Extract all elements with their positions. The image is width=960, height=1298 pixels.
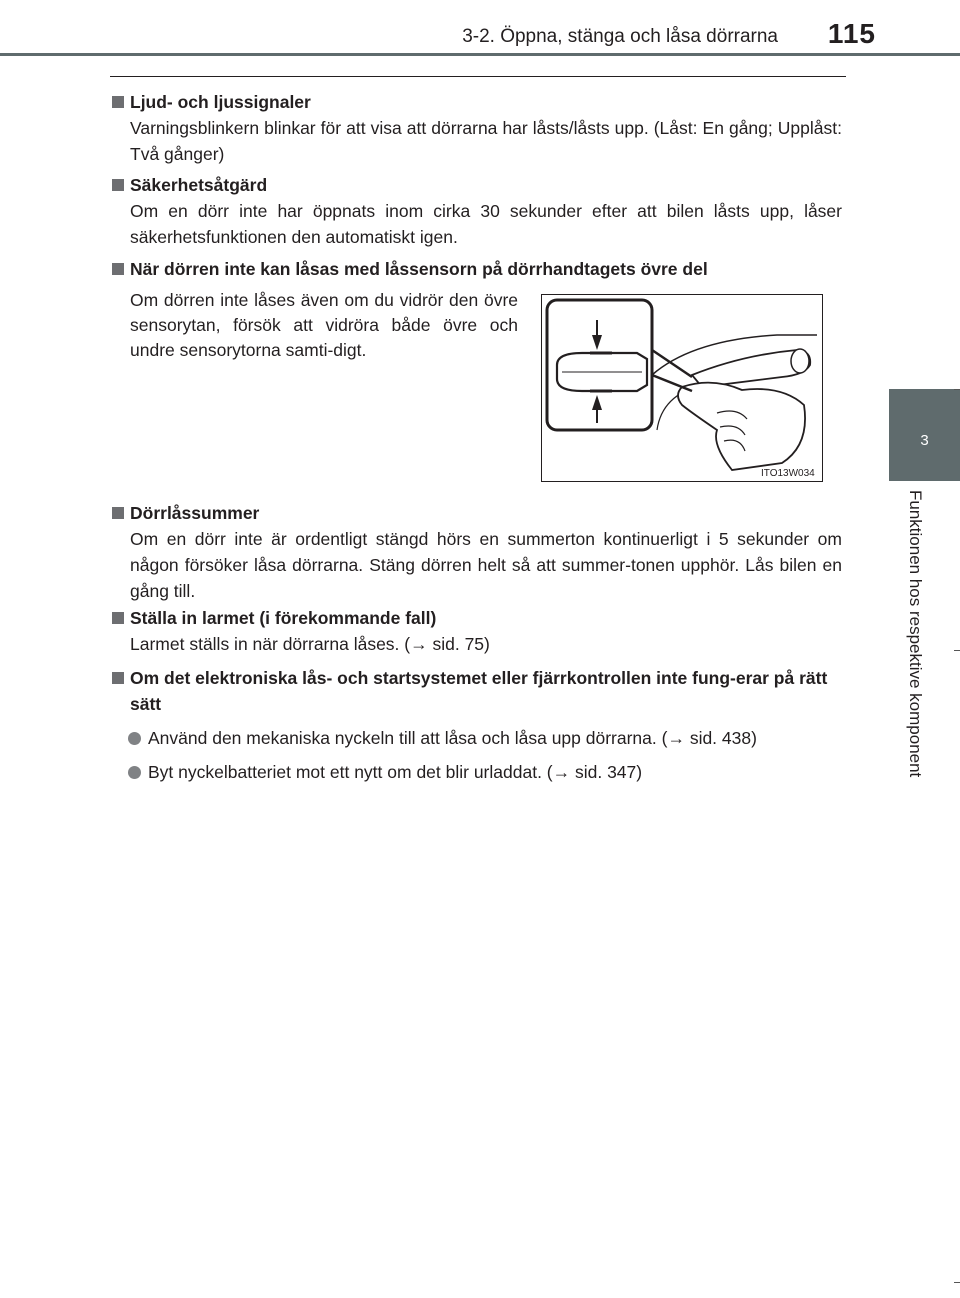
section-heading: Om det elektroniska lås- och startsystemet eller fjärrkontrollen inte fung-erar på rätt sätt	[112, 665, 842, 717]
section-door-lock-buzzer	[112, 500, 842, 604]
door-handle-figure	[541, 294, 823, 482]
chapter-number: 3	[920, 432, 929, 449]
square-bullet-icon	[112, 507, 124, 519]
square-bullet-icon	[112, 179, 124, 191]
section-heading: Dörrlåssummer	[112, 500, 842, 526]
section-body: Om en dörr inte är ordentligt stängd hörs en summerton kontinuerligt i 5 sekunder om någon försöker låsa dörrarna. Stäng dörren helt så att summer-tonen upphör. Lås bilen en gång till.	[130, 529, 842, 601]
section-body: Om dörren inte låses även om du vidrör den övre sensorytan, försök att vidröra både övre och undre sensorytorna samti-digt.	[130, 290, 518, 360]
square-bullet-icon	[112, 96, 124, 108]
section-heading: Säkerhetsåtgärd	[112, 172, 842, 198]
page-header	[0, 0, 960, 60]
figure-code: ITO13W034	[761, 468, 815, 479]
page-number: 115	[827, 18, 876, 49]
square-bullet-icon	[112, 672, 124, 684]
section-lock-sensor	[112, 256, 842, 282]
edge-mark	[954, 389, 960, 390]
edge-mark	[954, 1282, 960, 1283]
list-item: Använd den mekaniska nyckeln till att låsa och låsa upp dörrarna. (→ sid. 438)	[112, 725, 842, 751]
section-body: Om en dörr inte har öppnats inom cirka 30 sekunder efter att bilen låsts upp, låser säkerhetsfunktionen den automatiskt igen.	[130, 201, 842, 247]
edge-mark	[954, 650, 960, 651]
section-heading: Ljud- och ljussignaler	[112, 89, 842, 115]
section-heading: När dörren inte kan låsas med låssensorn på dörrhandtagets övre del	[112, 256, 842, 282]
round-bullet-icon	[128, 766, 141, 779]
chapter-title: Funktionen hos respektive komponent	[906, 490, 925, 778]
chapter-tab	[889, 389, 960, 481]
section-system-malfunction	[112, 665, 842, 785]
section-heading: Ställa in larmet (i förekommande fall)	[112, 605, 842, 631]
section-body: Larmet ställs in när dörrarna låses. (→ sid. 75)	[130, 634, 490, 654]
list-item: Byt nyckelbatteriet mot ett nytt om det blir urladdat. (→ sid. 347)	[112, 759, 842, 785]
content-divider	[110, 76, 846, 77]
square-bullet-icon	[112, 263, 124, 275]
square-bullet-icon	[112, 612, 124, 624]
header-title: 3-2. Öppna, stänga och låsa dörrarna	[462, 26, 778, 47]
door-handle-sensor-illustration-icon	[542, 295, 822, 481]
section-body: Varningsblinkern blinkar för att visa att dörrarna har låsts/låsts upp. (Låst: En gång; Upplåst: Två gånger)	[130, 118, 842, 164]
section-alarm	[112, 605, 842, 657]
section-sound-light-signals	[112, 89, 842, 167]
round-bullet-icon	[128, 732, 141, 745]
header-rule	[0, 53, 960, 56]
section-safety-measure	[112, 172, 842, 250]
